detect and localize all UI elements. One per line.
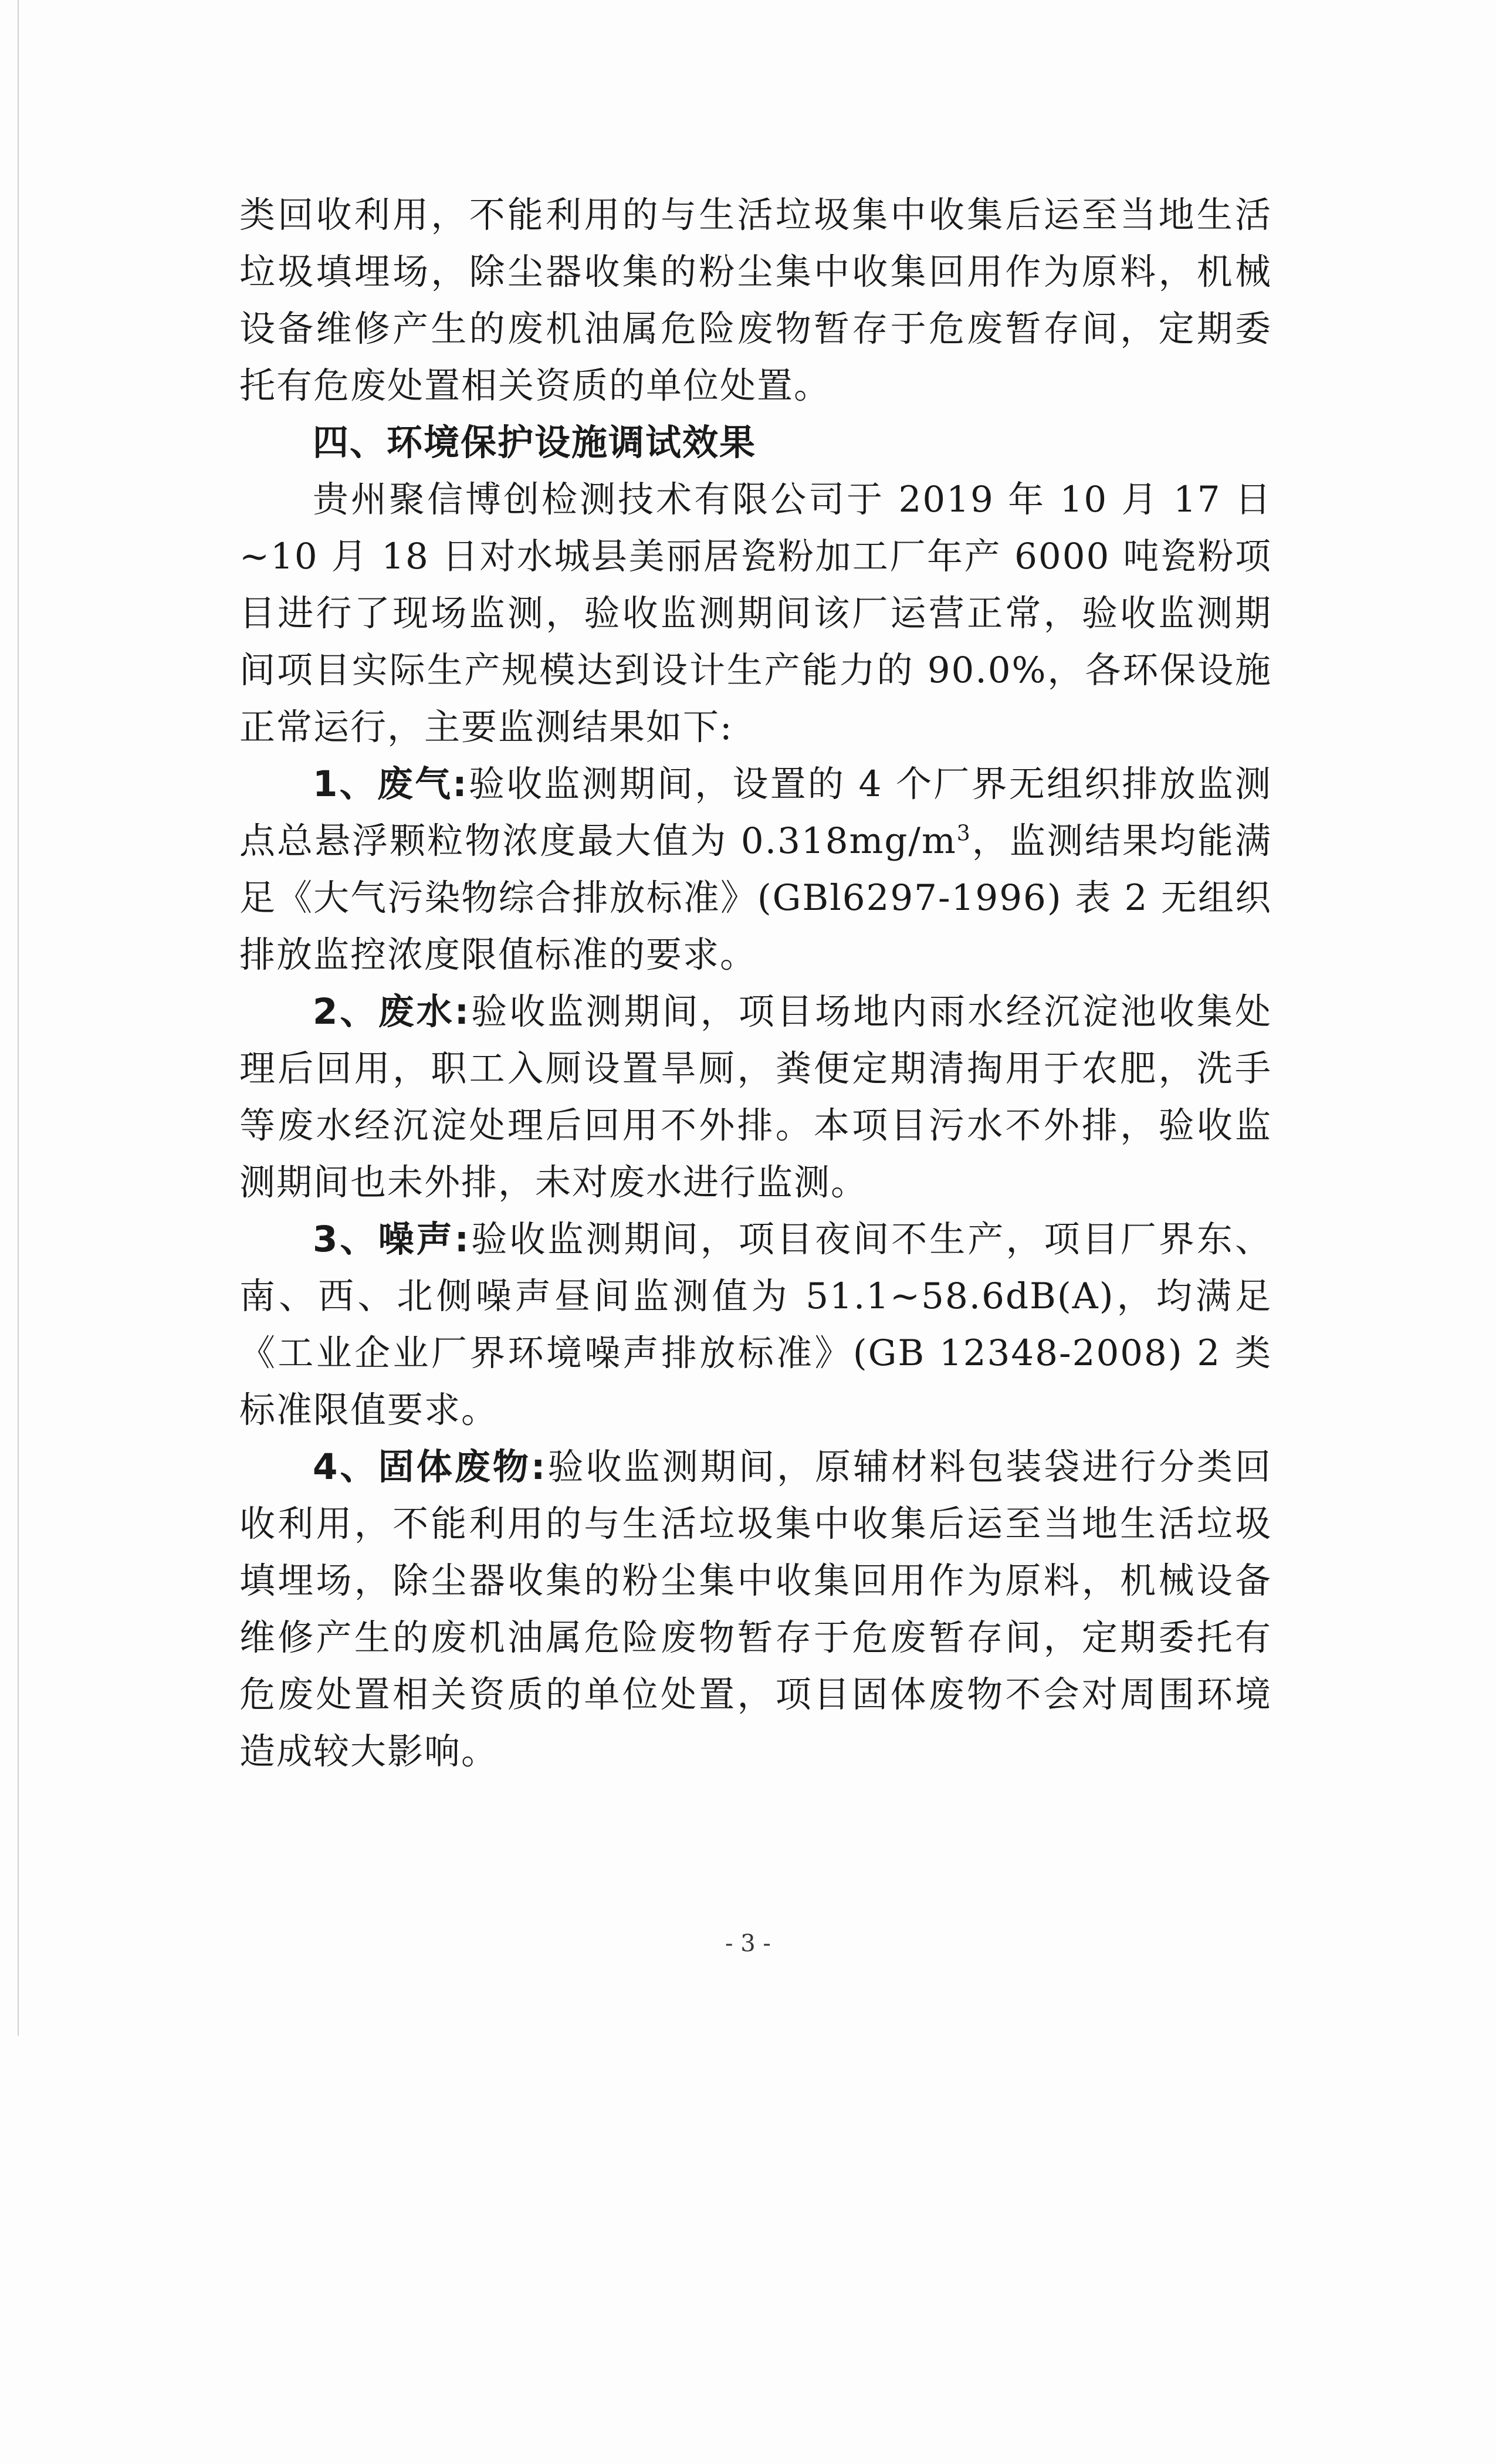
item-text: 验收监测期间，项目场地内雨水经沉淀池收集处理后回用，职工入厕设置旱厕，粪便定期清掏用于农肥，洗手等废水经沉淀处理后回用不外排。本项目污水不外排，验收监测期间也未外排，未对废水进行监测。	[239, 991, 1272, 1203]
document-body	[239, 187, 1272, 1780]
item-text: 验收监测期间，原辅材料包装袋进行分类回收利用，不能利用的与生活垃圾集中收集后运至当地生活垃圾填埋场，除尘器收集的粉尘集中收集回用作为原料，机械设备维修产生的废机油属危险废物暂存于危废暂存间，定期委托有危废处置相关资质的单位处置，项目固体废物不会对周围环境造成较大影响。	[239, 1446, 1272, 1772]
item-noise	[239, 1211, 1272, 1439]
item-solid-waste	[239, 1439, 1272, 1780]
item-exhaust-gas	[239, 756, 1272, 983]
intro-paragraph: 类回收利用，不能利用的与生活垃圾集中收集后运至当地生活垃圾填埋场，除尘器收集的粉尘集中收集回用作为原料，机械设备维修产生的废机油属危险废物暂存于危废暂存间，定期委托有危废处置相关资质的单位处置。	[239, 194, 1272, 407]
item-text-continued: ，监测结果均能满足《大气污染物综合排放标准》(GBl6297-1996) 表 2 无组织排放监控浓度限值标准的要求。	[239, 820, 1272, 976]
summary-paragraph: 贵州聚信博创检测技术有限公司于 2019 年 10 月 17 日~10 月 18 日对水城县美丽居瓷粉加工厂年产 6000 吨瓷粉项目进行了现场监测，验收监测期间该厂运营正常，验收监测期间项目实际生产规模达到设计生产能力的 90.0%，各环保设施正常运行，主要监测结果如下:	[239, 479, 1272, 748]
item-label: 4、固体废物:	[313, 1446, 547, 1488]
section-heading: 四、环境保护设施调试效果	[313, 422, 757, 463]
item-text: 验收监测期间，设置的 4 个厂界无组织排放监测点总悬浮颗粒物浓度最大值为 0.318mg/m	[239, 763, 1272, 862]
item-label: 1、废气:	[313, 763, 468, 805]
item-label: 2、废水:	[313, 991, 471, 1033]
page-number: - 3 -	[725, 1930, 771, 1957]
item-wastewater	[239, 983, 1272, 1211]
superscript: 3	[956, 821, 972, 846]
item-label: 3、噪声:	[313, 1219, 471, 1260]
item-text: 验收监测期间，项目夜间不生产，项目厂界东、南、西、北侧噪声昼间监测值为 51.1~58.6dB(A)，均满足《工业企业厂界环境噪声排放标准》(GB 12348-2008) 2 类标准限值要求。	[239, 1219, 1272, 1431]
scan-margin-line	[18, 0, 19, 2036]
